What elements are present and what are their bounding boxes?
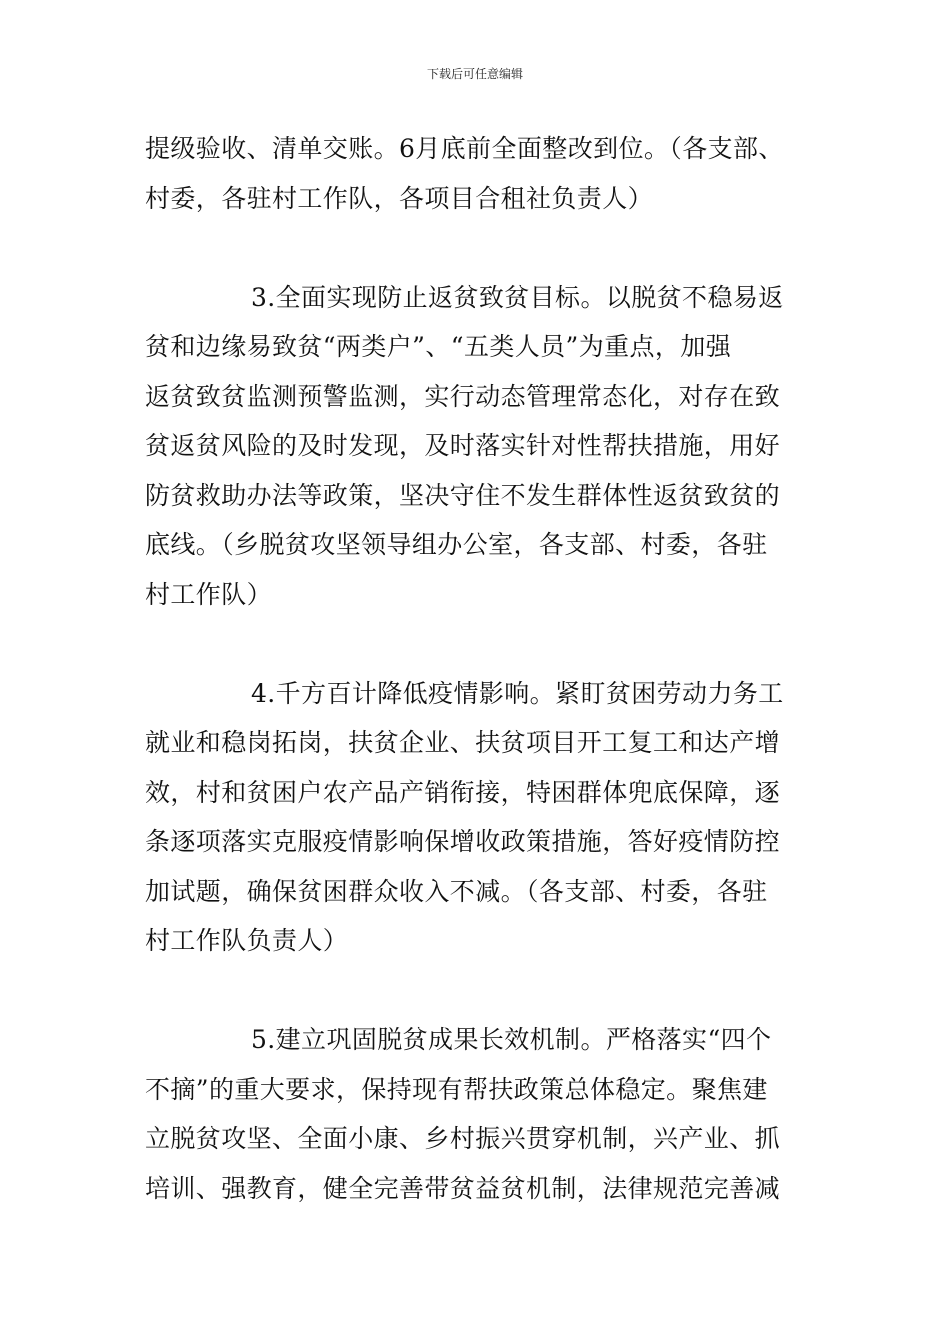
text-line: 村委，各驻村工作队，各项目合租社负责人） — [145, 183, 654, 213]
text-line: 贫返贫风险的及时发现，及时落实针对性帮扶措施，用好 — [145, 431, 781, 460]
text-line: 3.全面实现防止返贫致贫目标。以脱贫不稳易返 — [251, 282, 784, 312]
text-line: 村工作队） — [145, 579, 273, 609]
text-line: 5.建立巩固脱贫成果长效机制。严格落实“四个 — [251, 1025, 772, 1054]
page-header: 下载后可任意编辑 — [426, 67, 523, 81]
paragraph-2 — [145, 273, 810, 620]
text-line: 培训、强教育，健全完善带贫益贫机制，法律规范完善减 — [145, 1173, 781, 1203]
text-line: 4.千方百计降低疫情影响。紧盯贫困劳动力务工 — [251, 678, 784, 708]
paragraph-gap — [145, 223, 810, 273]
paragraph-gap — [145, 619, 810, 669]
text-line: 返贫致贫监测预警监测，实行动态管理常态化，对存在致 — [145, 381, 781, 411]
text-line: 不摘”的重大要求，保持现有帮扶政策总体稳定。聚焦建 — [145, 1074, 768, 1104]
text-line: 加试题，确保贫困群众收入不减。（各支部、村委，各驻 — [145, 876, 768, 906]
text-line: 条逐项落实克服疫情影响保增收政策措施，答好疫情防控 — [145, 827, 781, 856]
text-line: 村工作队负责人） — [145, 926, 349, 955]
text-line: 效，村和贫困户农产品产销衔接，特困群体兜底保障，逐 — [145, 777, 781, 807]
paragraph-gap — [145, 966, 810, 1016]
text-line: 立脱贫攻坚、全面小康、乡村振兴贯穿机制，兴产业、抓 — [145, 1124, 781, 1153]
text-line: 防贫救助办法等政策，坚决守住不发生群体性返贫致贫的 — [145, 480, 781, 510]
paragraph-3 — [145, 669, 810, 966]
text-line: 贫和边缘易致贫“两类户”、“五类人员”为重点，加强 — [145, 332, 732, 361]
text-line: 就业和稳岗拓岗，扶贫企业、扶贫项目开工复工和达产增 — [145, 728, 781, 757]
paragraph-1 — [145, 124, 810, 223]
paragraph-4 — [145, 1015, 810, 1213]
text-line: 提级验收、清单交账。6月底前全面整改到位。（各支部、 — [145, 134, 784, 163]
document-body — [145, 124, 810, 1213]
text-line: 底线。（乡脱贫攻坚领导组办公室，各支部、村委，各驻 — [145, 530, 768, 559]
